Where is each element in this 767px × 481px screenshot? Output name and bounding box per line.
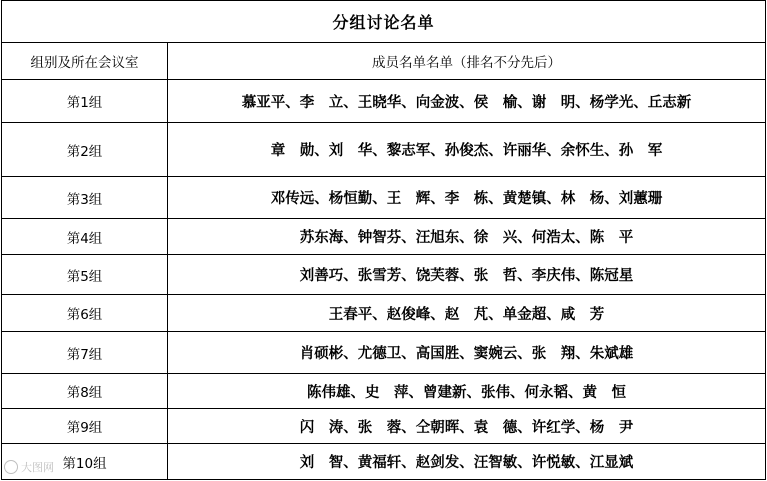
column-header-members: 成员名单名单（排名不分先后）	[168, 43, 766, 80]
members-cell: 刘 智、黄福轩、赵剑发、汪智敏、许悦敏、江显斌	[168, 444, 766, 480]
table-row	[2, 409, 766, 444]
table-row	[2, 332, 766, 374]
page-title: 分组讨论名单	[2, 1, 766, 43]
table-row	[2, 177, 766, 219]
group-cell: 第2组	[2, 123, 168, 177]
group-cell: 第4组	[2, 219, 168, 255]
group-cell: 第7组	[2, 332, 168, 374]
table-row	[2, 123, 766, 177]
table-row	[2, 80, 766, 123]
members-cell: 肖硕彬、尤德卫、高国胜、窦婉云、张 翔、朱斌雄	[168, 332, 766, 374]
title-row	[2, 1, 766, 43]
header-row	[2, 43, 766, 80]
table-row	[2, 255, 766, 295]
column-header-group: 组别及所在会议室	[2, 43, 168, 80]
group-cell: 第3组	[2, 177, 168, 219]
members-cell: 陈伟雄、史 萍、曾建新、张伟、何永韬、黄 恒	[168, 374, 766, 409]
group-cell: 第9组	[2, 409, 168, 444]
members-cell: 邓传远、杨恒勤、王 辉、李 栋、黄楚镇、林 杨、刘蕙珊	[168, 177, 766, 219]
table-row	[2, 219, 766, 255]
roster-table	[1, 0, 766, 480]
members-cell: 王春平、赵俊峰、赵 芃、单金超、咸 芳	[168, 295, 766, 332]
table-row	[2, 295, 766, 332]
members-cell: 闪 涛、张 蓉、仝朝晖、袁 德、许红学、杨 尹	[168, 409, 766, 444]
table-row	[2, 444, 766, 480]
group-cell: 第5组	[2, 255, 168, 295]
table-row	[2, 374, 766, 409]
members-cell: 章 勋、刘 华、黎志军、孙俊杰、许丽华、余怀生、孙 军	[168, 123, 766, 177]
members-cell: 刘善巧、张雪芳、饶芙蓉、张 哲、李庆伟、陈冠星	[168, 255, 766, 295]
members-cell: 苏东海、钟智芬、汪旭东、徐 兴、何浩太、陈 平	[168, 219, 766, 255]
watermark-text: 大图网	[21, 461, 54, 474]
group-cell: 第10组	[2, 444, 168, 480]
group-cell: 第1组	[2, 80, 168, 123]
group-cell: 第8组	[2, 374, 168, 409]
members-cell: 慕亚平、李 立、王晓华、向金波、侯 榆、谢 明、杨学光、丘志新	[168, 80, 766, 123]
group-cell: 第6组	[2, 295, 168, 332]
